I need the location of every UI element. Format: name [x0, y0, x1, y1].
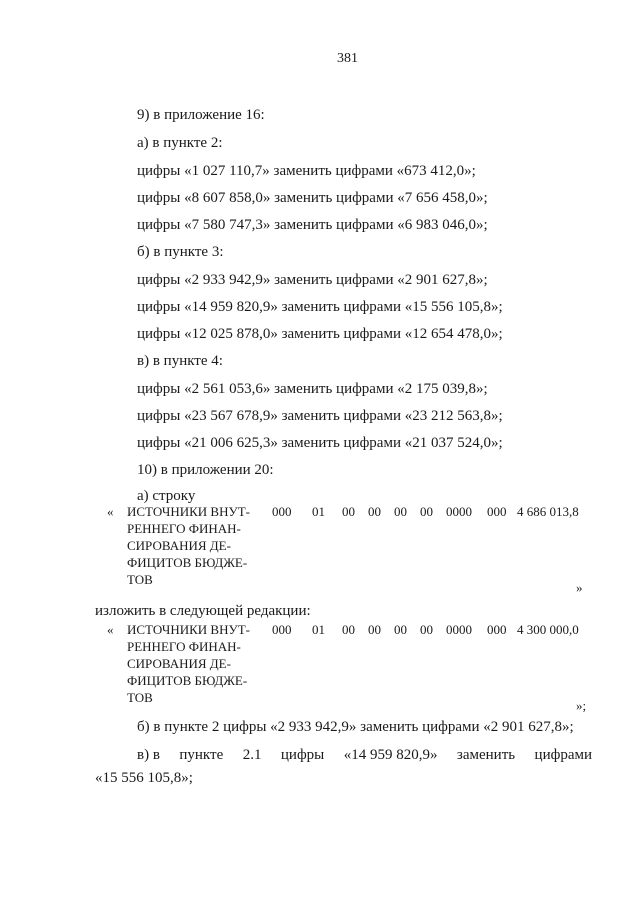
word: 2.1	[242, 747, 262, 763]
code-cell: 00	[368, 504, 381, 519]
code-cell: 000	[487, 622, 507, 637]
text-line: цифры «8 607 858,0» заменить цифрами «7 656 458,0»;	[137, 190, 488, 206]
amount-cell: 4 300 000,0	[517, 622, 579, 637]
justified-line	[137, 746, 592, 764]
word: пункте	[179, 747, 224, 763]
text-line: цифры «23 567 678,9» заменить цифрами «23 212 563,8»;	[137, 408, 503, 424]
text-line: в) в пункте 4:	[137, 353, 223, 369]
text-line: цифры «1 027 110,7» заменить цифрами «673 412,0»;	[137, 163, 476, 179]
code-cell: 00	[394, 504, 407, 519]
text-line: б) в пункте 3:	[137, 244, 224, 260]
row-name-line: ИСТОЧНИКИ ВНУТ-	[127, 622, 250, 637]
text-line: 10) в приложении 20:	[137, 462, 274, 478]
open-quote: «	[107, 504, 114, 519]
code-cell: 0000	[446, 622, 472, 637]
row-name-line: ФИЦИТОВ БЮДЖЕ-	[127, 673, 248, 688]
text-line: изложить в следующей редакции:	[95, 603, 311, 619]
word: в) в	[137, 747, 160, 763]
code-cell: 01	[312, 504, 325, 519]
page-number: 381	[337, 51, 358, 66]
text-line: 9) в приложение 16:	[137, 107, 265, 123]
code-cell: 00	[342, 504, 355, 519]
row-name-line: ИСТОЧНИКИ ВНУТ-	[127, 504, 250, 519]
text-line: «15 556 105,8»;	[95, 770, 193, 786]
row-name-line: СИРОВАНИЯ ДЕ-	[127, 538, 231, 553]
word: «14 959 820,9»	[343, 747, 438, 763]
text-line: цифры «14 959 820,9» заменить цифрами «15 556 105,8»;	[137, 299, 503, 315]
code-cell: 000	[487, 504, 507, 519]
amount-cell: 4 686 013,8	[517, 504, 579, 519]
close-quote: »	[576, 580, 583, 595]
code-cell: 00	[394, 622, 407, 637]
text-line: цифры «2 561 053,6» заменить цифрами «2 175 039,8»;	[137, 381, 488, 397]
row-name-line: РЕННЕГО ФИНАН-	[127, 639, 241, 654]
code-cell: 00	[368, 622, 381, 637]
code-cell: 01	[312, 622, 325, 637]
row-name-line: ТОВ	[127, 690, 153, 705]
text-line: а) строку	[137, 488, 196, 504]
word: цифрами	[534, 747, 592, 763]
text-line: цифры «21 006 625,3» заменить цифрами «21 037 524,0»;	[137, 435, 503, 451]
code-cell: 00	[420, 504, 433, 519]
code-cell: 000	[272, 504, 292, 519]
code-cell: 00	[342, 622, 355, 637]
text-line: цифры «12 025 878,0» заменить цифрами «12 654 478,0»;	[137, 326, 503, 342]
row-name-line: ФИЦИТОВ БЮДЖЕ-	[127, 555, 248, 570]
text-line: цифры «7 580 747,3» заменить цифрами «6 983 046,0»;	[137, 217, 488, 233]
code-cell: 0000	[446, 504, 472, 519]
word: заменить	[456, 747, 516, 763]
text-line: а) в пункте 2:	[137, 135, 223, 151]
row-name-line: РЕННЕГО ФИНАН-	[127, 521, 241, 536]
row-name-line: ТОВ	[127, 572, 153, 587]
code-cell: 000	[272, 622, 292, 637]
row-name-line: СИРОВАНИЯ ДЕ-	[127, 656, 231, 671]
text-line: б) в пункте 2 цифры «2 933 942,9» заменить цифрами «2 901 627,8»;	[137, 719, 574, 735]
open-quote: «	[107, 622, 114, 637]
code-cell: 00	[420, 622, 433, 637]
text-line: цифры «2 933 942,9» заменить цифрами «2 901 627,8»;	[137, 272, 488, 288]
close-quote: »;	[576, 698, 587, 713]
word: цифры	[280, 747, 325, 763]
